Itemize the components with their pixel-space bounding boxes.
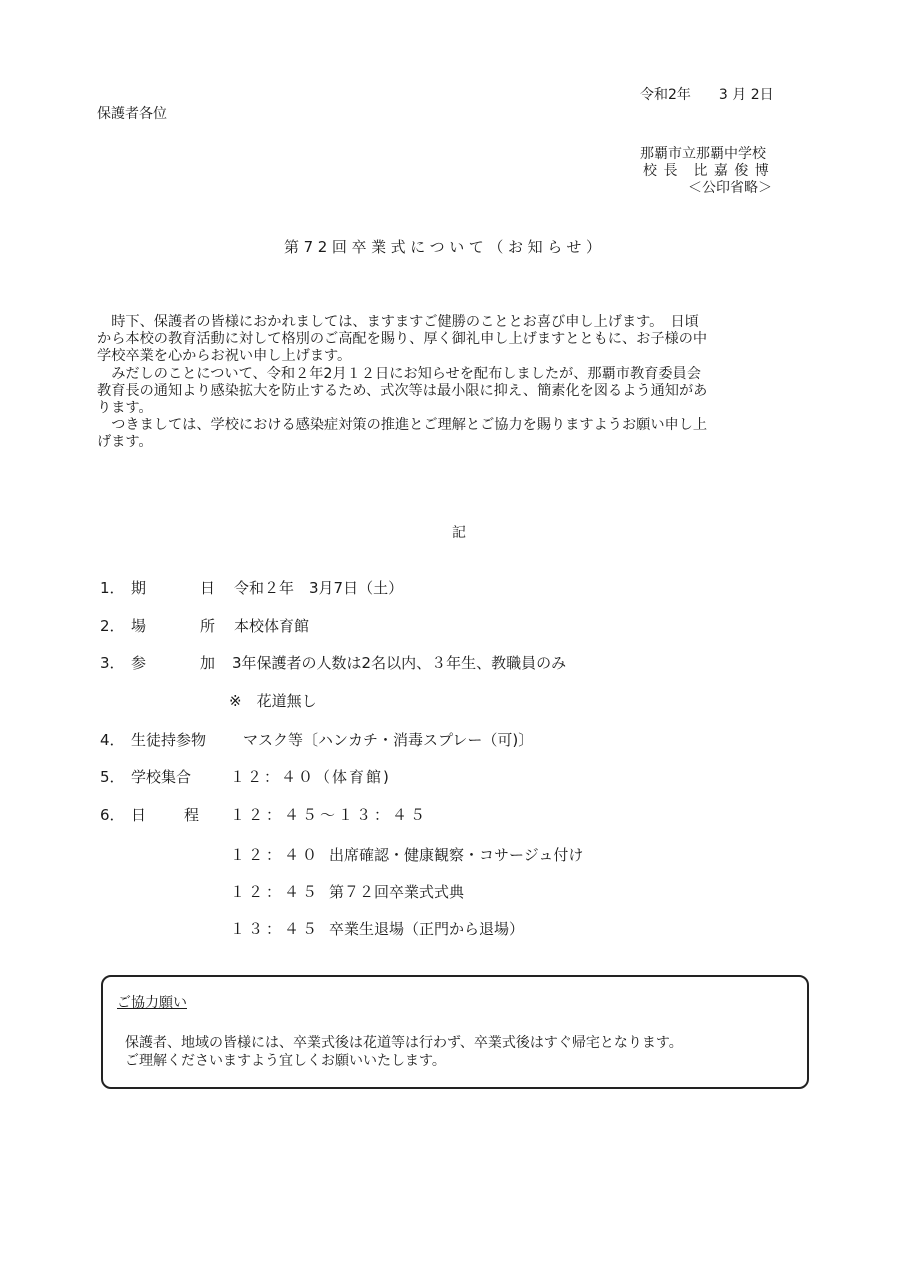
schedule-desc: 第７２回卒業式式典 [329,883,465,901]
body-line: 学校卒業を心からお祝い申し上げます。 [97,348,352,365]
item-label: 場 [131,617,147,635]
item-num: 5． [100,768,125,786]
sender-school: 那覇市立那覇中学校 [640,146,766,162]
item-label: 加 [200,654,216,672]
item-label: 程 [184,806,200,824]
notice-title: ご協力願い [117,995,187,1011]
item-label: 日 [200,579,216,597]
item-label: 学校集合 [131,768,192,786]
body-line: から本校の教育活動に対して格別のご高配を賜り、厚く御礼申し上げますとともに、お子様の中 [97,331,708,348]
body-text [97,314,707,452]
item-num: 6． [100,806,125,824]
schedule-desc: 卒業生退場（正門から退場） [329,920,525,938]
body-line: みだしのことについて、令和２年2月１２日にお知らせを配布しましたが、那覇市教育委員会 [97,365,701,382]
schedule-time: １２：４５ [230,883,321,901]
item-value: 本校体育館 [234,617,310,635]
item-num: 4． [100,731,125,749]
body-line: げます。 [97,434,153,451]
item-label: 所 [200,617,216,635]
item-value: 3年保護者の人数は2名以内、３年生、教職員のみ [232,654,567,672]
seal-note: ＜公印省略＞ [688,180,772,196]
item-note: ※ 花道無し [229,692,317,710]
body-line: 時下、保護者の皆様におかれましては、ますますご健勝のこととお喜び申し上げます。 日頃 [97,314,699,330]
body-line: 教育長の通知より感染拡大を防止するため、式次等は最小限に抑え、簡素化を図るよう通知があ [97,382,708,399]
notice-box [101,975,809,1089]
ki-marker: 記 [452,525,466,541]
item-num: 1． [100,579,125,597]
body-line: つきましては、学校における感染症対策の推進とご理解とご協力を賜りますようお願い申し上 [97,417,708,434]
page-title: 第72回卒業式について（お知らせ） [284,238,606,256]
notice-line: ご理解くださいますよう宜しくお願いいたします。 [125,1053,446,1069]
item-label: 期 [131,579,147,597]
item-value: マスク等〔ハンカチ・消毒スプレー（可)〕 [243,731,534,749]
item-num: 3． [100,654,125,672]
body-line: ります。 [97,400,153,417]
document-date: 令和2年 3 月 2日 [640,87,774,103]
item-label: 参 [131,654,147,672]
item-num: 2． [100,617,125,635]
schedule-time: １３：４５ [230,920,321,938]
notice-line: 保護者、地域の皆様には、卒業式後は花道等は行わず、卒業式後はすぐ帰宅となります。 [125,1035,683,1051]
item-label: 生徒持参物 [131,731,207,749]
item-value: １２：４５～１３：４５ [230,806,429,824]
item-value: １２：４０（体育館) [230,768,391,786]
item-value: 令和２年 3月7日（土） [234,579,404,597]
item-label: 日 [131,806,147,824]
sender-principal: 校 長 比 嘉 俊 博 [643,163,770,179]
addressee: 保護者各位 [97,106,167,122]
schedule-desc: 出席確認・健康観察・コサージュ付け [329,846,584,864]
schedule-time: １２：４０ [230,846,321,864]
